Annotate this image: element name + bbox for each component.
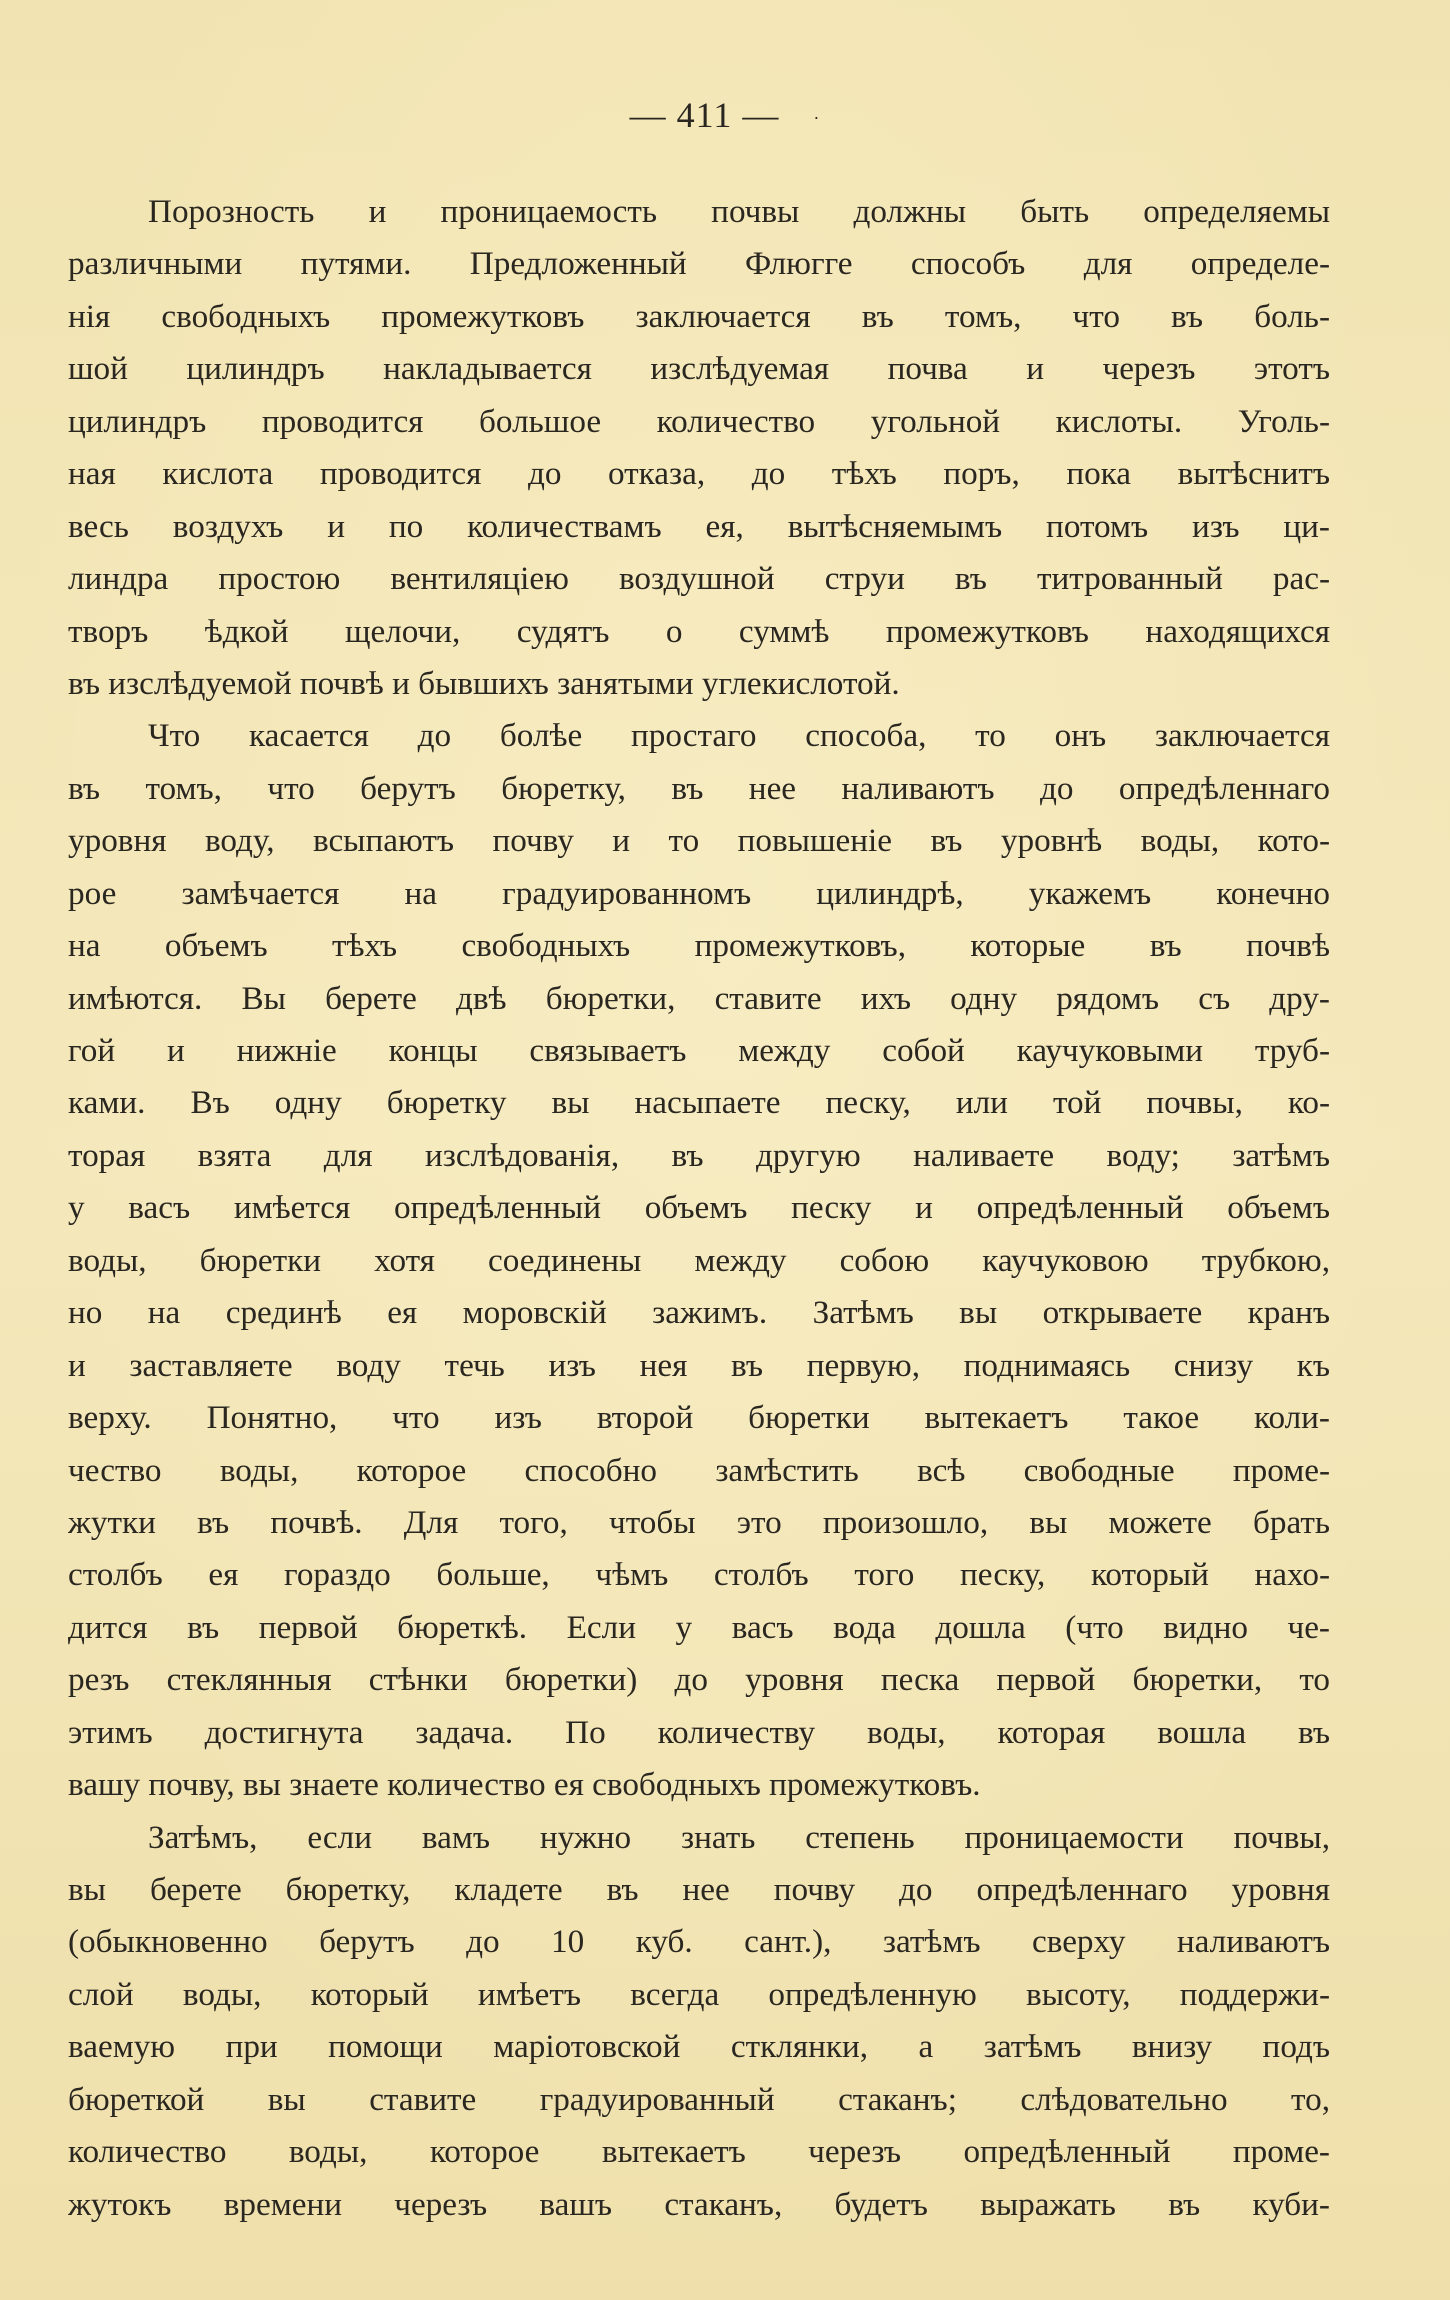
text-line: слой воды, который имѣетъ всегда опредѣленную высоту, поддержи- bbox=[68, 1975, 1330, 2013]
text-line: въ изслѣдуемой почвѣ и бывшихъ занятыми углекислотой. bbox=[68, 664, 900, 702]
text-line: Затѣмъ, если вамъ нужно знать степень проницаемости почвы, bbox=[148, 1818, 1330, 1856]
text-line: (обыкновенно берутъ до 10 куб. сант.), затѣмъ сверху наливаютъ bbox=[68, 1923, 1330, 1961]
text-line: дится въ первой бюреткѣ. Если у васъ вода дошла (что видно че- bbox=[68, 1608, 1330, 1646]
text-line: весь воздухъ и по количествамъ ея, вытѣсняемымъ потомъ изъ ци- bbox=[68, 507, 1330, 545]
text-line: Что касается до болѣе простаго способа, то онъ заключается bbox=[148, 717, 1330, 755]
text-line: и заставляете воду течь изъ нея въ первую, поднимаясь снизу къ bbox=[68, 1346, 1330, 1384]
text-line: вы берете бюретку, кладете въ нее почву до опредѣленнаго уровня bbox=[68, 1871, 1330, 1908]
text-line: творъ ѣдкой щелочи, судятъ о суммѣ промежутковъ находящихся bbox=[68, 612, 1330, 650]
text-line: столбъ ея гораздо больше, чѣмъ столбъ того песку, который нахо- bbox=[68, 1556, 1330, 1594]
text-line: линдра простою вентиляціею воздушной струи въ титрованный рас- bbox=[68, 560, 1330, 598]
text-line: гой и нижніе концы связываетъ между собой каучуковыми труб- bbox=[68, 1032, 1330, 1069]
text-line: шой цилиндръ накладывается изслѣдуемая почва и черезъ этотъ bbox=[68, 350, 1330, 388]
text-line: цилиндръ проводится большое количество угольной кислоты. Уголь- bbox=[68, 402, 1330, 440]
text-line: вашу почву, вы знаете количество ея свободныхъ промежутковъ. bbox=[68, 1766, 981, 1804]
text-line: рое замѣчается на градуированномъ цилиндрѣ, укажемъ конечно bbox=[68, 874, 1330, 912]
text-line: уровня воду, всыпаютъ почву и то повышеніе въ уровнѣ воды, кото- bbox=[68, 822, 1330, 860]
text-line: этимъ достигнута задача. По количеству воды, которая вошла въ bbox=[68, 1713, 1330, 1751]
text-line: ваемую при помощи маріотовской стклянки, а затѣмъ внизу подъ bbox=[68, 2028, 1330, 2066]
text-line: ками. Въ одну бюретку вы насыпаете песку, или той почвы, ко- bbox=[68, 1084, 1330, 1122]
body-text bbox=[68, 186, 1330, 2231]
text-line: на объемъ тѣхъ свободныхъ промежутковъ, которые въ почвѣ bbox=[68, 927, 1330, 965]
page-number bbox=[0, 94, 1450, 136]
text-line: ная кислота проводится до отказа, до тѣхъ поръ, пока вытѣснитъ bbox=[68, 455, 1330, 493]
text-line: резъ стеклянныя стѣнки бюретки) до уровня песка первой бюретки, то bbox=[68, 1661, 1330, 1699]
text-line: нія свободныхъ промежутковъ заключается въ томъ, что въ боль- bbox=[68, 297, 1330, 335]
text-line: жутки въ почвѣ. Для того, чтобы это произошло, вы можете брать bbox=[68, 1503, 1330, 1541]
text-line: жутокъ времени черезъ вашъ стаканъ, будетъ выражать въ куби- bbox=[68, 2185, 1330, 2223]
text-line: различными путями. Предложенный Флюгге способъ для определе- bbox=[68, 245, 1330, 283]
page-number-text: — 411 — bbox=[629, 95, 780, 135]
page-mark: · bbox=[813, 108, 821, 129]
text-line: бюреткой вы ставите градуированный стаканъ; слѣдовательно то, bbox=[68, 2080, 1330, 2118]
text-line: въ томъ, что берутъ бюретку, въ нее наливаютъ до опредѣленнаго bbox=[68, 769, 1330, 807]
text-line: имѣются. Вы берете двѣ бюретки, ставите ихъ одну рядомъ съ дру- bbox=[68, 979, 1330, 1017]
text-line: Порозность и проницаемость почвы должны быть определяемы bbox=[148, 193, 1330, 230]
text-line: чество воды, которое способно замѣстить всѣ свободные проме- bbox=[68, 1451, 1330, 1489]
text-line: количество воды, которое вытекаетъ черезъ опредѣленный проме- bbox=[68, 2133, 1330, 2171]
text-line: торая взята для изслѣдованія, въ другую наливаете воду; затѣмъ bbox=[68, 1136, 1330, 1174]
text-line: но на срединѣ ея моровскій зажимъ. Затѣмъ вы открываете кранъ bbox=[68, 1294, 1330, 1332]
text-line: у васъ имѣется опредѣленный объемъ песку и опредѣленный объемъ bbox=[68, 1189, 1330, 1227]
text-line: верху. Понятно, что изъ второй бюретки вытекаетъ такое коли- bbox=[68, 1399, 1330, 1437]
text-line: воды, бюретки хотя соединены между собою каучуковою трубкою, bbox=[68, 1241, 1330, 1279]
